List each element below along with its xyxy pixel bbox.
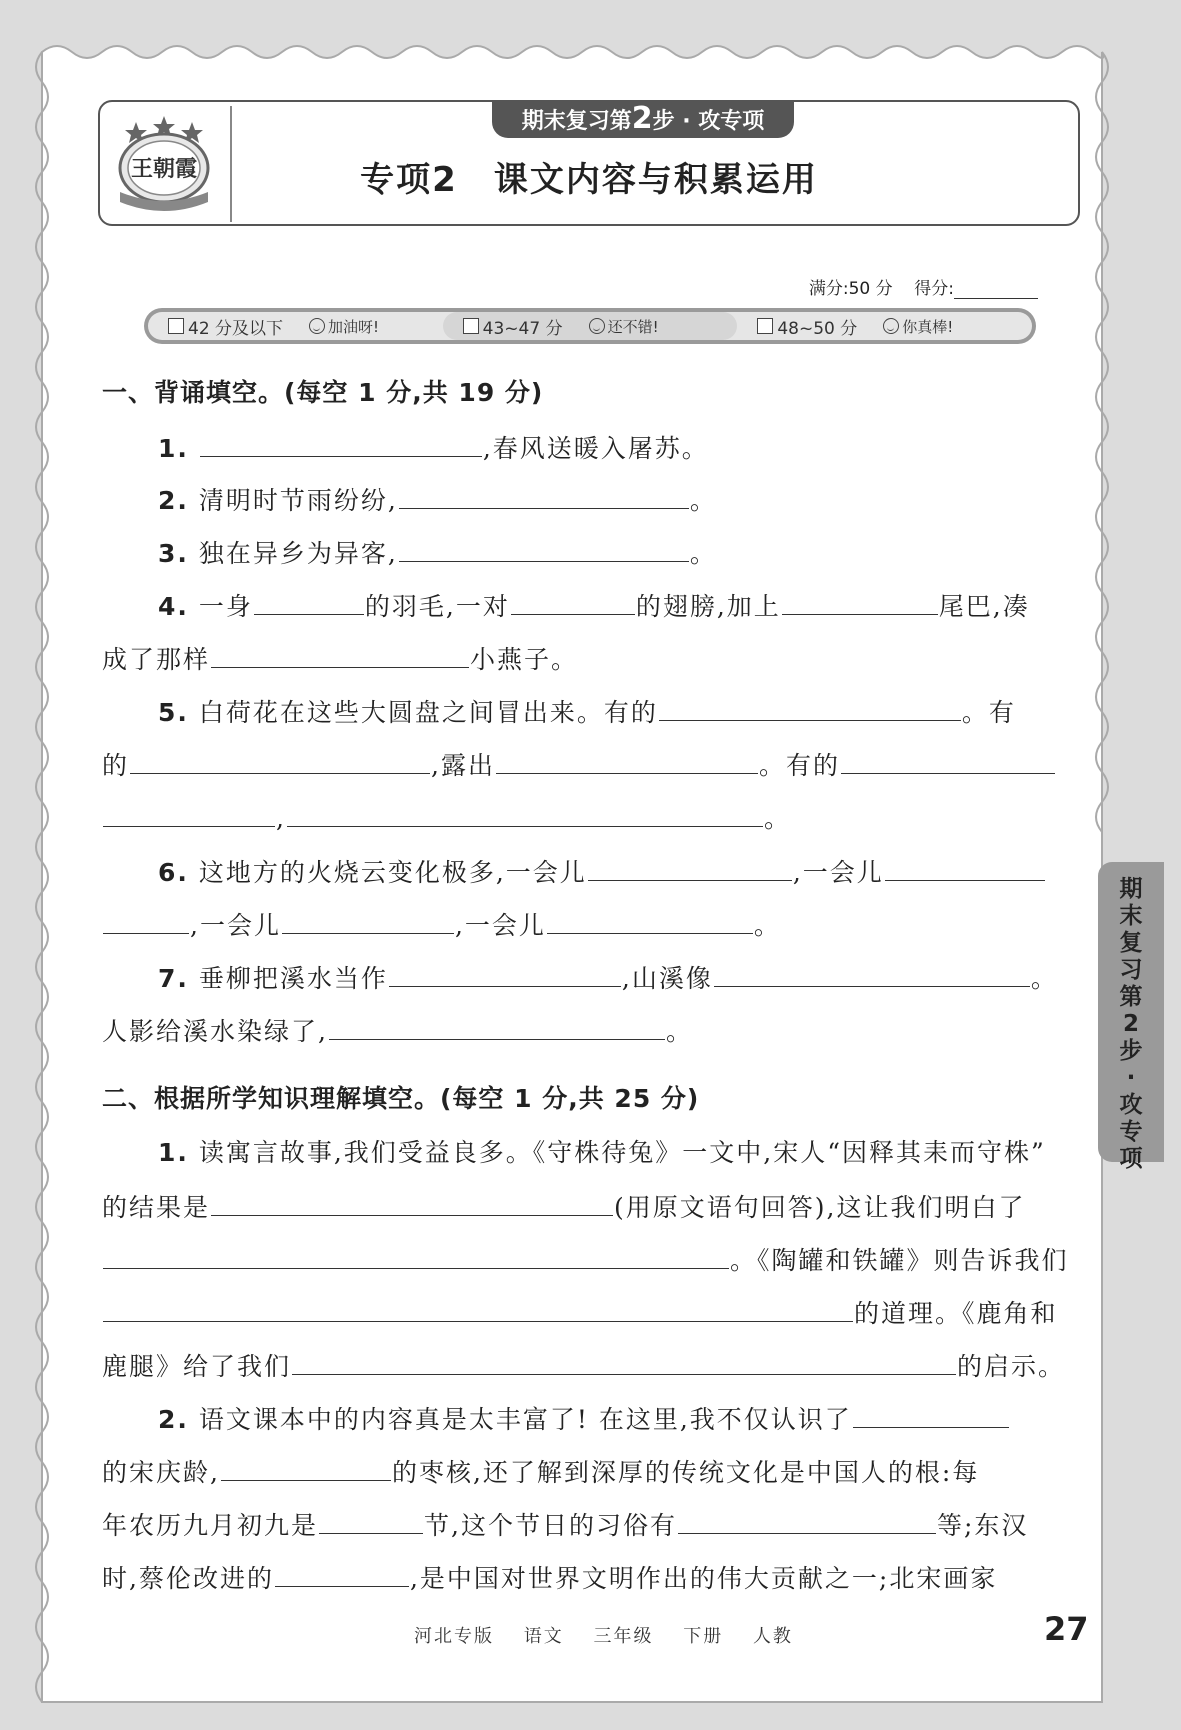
- question-7-cont: 人影给溪水染绿了, 。: [102, 1013, 1080, 1049]
- answer-blank[interactable]: [714, 960, 1030, 987]
- grade-bar: [144, 308, 1036, 344]
- question-1: 1. ,春风送暖入屠苏。: [102, 430, 1136, 466]
- question-2-2-cont2: 年农历九月初九是 节,这个节日的习俗有 等;东汉: [102, 1507, 1080, 1543]
- question-5: 5. 白荷花在这些大圆盘之间冒出来。有的 。有: [102, 694, 1136, 730]
- question-2-2: 2. 语文课本中的内容真是太丰富了! 在这里,我不仅认识了: [102, 1401, 1136, 1437]
- question-5-cont2: , 。: [102, 800, 1080, 836]
- section1-title: 一、背诵填空。(每空 1 分,共 19 分): [102, 378, 544, 407]
- question-2-2-cont3: 时,蔡伦改进的 ,是中国对世界文明作出的伟大贡献之一;北宋画家: [102, 1560, 1080, 1596]
- answer-blank[interactable]: [547, 907, 753, 934]
- answer-blank[interactable]: [211, 1189, 613, 1216]
- checkbox[interactable]: [463, 318, 479, 334]
- answer-blank[interactable]: [659, 694, 961, 721]
- grade-option-high: 48~50 分 你真棒!: [737, 312, 1032, 340]
- answer-blank[interactable]: [885, 854, 1045, 881]
- checkbox[interactable]: [757, 318, 773, 334]
- grade-option-mid: 43~47 分 还不错!: [443, 312, 738, 340]
- answer-blank[interactable]: [678, 1507, 936, 1534]
- side-tab: 期末复习第2步·攻专项: [1098, 862, 1164, 1162]
- answer-blank[interactable]: [588, 854, 792, 881]
- question-2-1-cont3: 的道理。《鹿角和: [102, 1295, 1080, 1331]
- question-2-1-deer-line: 鹿腿》给了我们 的启示。: [102, 1348, 1080, 1384]
- page-title: 专项2 课文内容与积累运用: [360, 160, 818, 200]
- score-line: [809, 274, 1038, 299]
- answer-blank[interactable]: [399, 535, 689, 562]
- answer-blank[interactable]: [389, 960, 621, 987]
- answer-blank[interactable]: [841, 747, 1055, 774]
- answer-blank[interactable]: [329, 1013, 665, 1040]
- question-6: 6. 这地方的火烧云变化极多,一会儿 ,一会儿: [102, 854, 1136, 890]
- question-2: 2. 清明时节雨纷纷, 。: [102, 482, 1136, 518]
- smiley-icon: [589, 318, 605, 334]
- grade-option-low: 42 分及以下 加油呀!: [148, 312, 443, 340]
- step-tab: 期末复习第2步 · 攻专项: [492, 100, 794, 138]
- question-4-cont: 成了那样 小燕子。: [102, 641, 1080, 677]
- answer-blank[interactable]: [200, 430, 482, 457]
- question-4: 4. 一身 的羽毛,一对 的翅膀,加上 尾巴,凑: [102, 588, 1136, 624]
- question-2-2-cont: 的宋庆龄, 的枣核,还了解到深厚的传统文化是中国人的根:每: [102, 1454, 1080, 1490]
- question-2-1: 1. 读寓言故事,我们受益良多。《守株待兔》一文中,宋人“因释其耒而守株”: [158, 1138, 1046, 1167]
- answer-blank[interactable]: [103, 1242, 729, 1269]
- question-5-cont: 的 ,露出 。有的: [102, 747, 1080, 783]
- page-number: 27: [1044, 1610, 1089, 1648]
- answer-blank[interactable]: [211, 641, 469, 668]
- section2-title: 二、根据所学知识理解填空。(每空 1 分,共 25 分): [102, 1084, 700, 1113]
- answer-blank[interactable]: [103, 1295, 853, 1322]
- question-2-1-cont2: 。《陶罐和铁罐》则告诉我们: [102, 1242, 1080, 1278]
- question-7: 7. 垂柳把溪水当作 ,山溪像 。: [102, 960, 1136, 996]
- answer-blank[interactable]: [511, 588, 635, 615]
- score-label: 得分:: [914, 279, 954, 299]
- header-box: [98, 100, 1080, 226]
- smiley-icon: [309, 318, 325, 334]
- question-3: 3. 独在异乡为异客, 。: [102, 535, 1136, 571]
- question-2-1-cont: 的结果是 (用原文语句回答),这让我们明白了: [102, 1189, 1080, 1225]
- answer-blank[interactable]: [275, 1560, 409, 1587]
- checkbox[interactable]: [168, 318, 184, 334]
- score-blank[interactable]: [954, 298, 1038, 299]
- svg-text:王朝霞: 王朝霞: [130, 156, 198, 182]
- answer-blank[interactable]: [399, 482, 689, 509]
- answer-blank[interactable]: [319, 1507, 423, 1534]
- smiley-icon: [883, 318, 899, 334]
- answer-blank[interactable]: [103, 800, 275, 827]
- answer-blank[interactable]: [287, 800, 763, 827]
- answer-blank[interactable]: [103, 907, 189, 934]
- answer-blank[interactable]: [496, 747, 758, 774]
- full-score: 满分:50 分: [808, 279, 893, 299]
- answer-blank[interactable]: [221, 1454, 391, 1481]
- answer-blank[interactable]: [853, 1401, 1009, 1428]
- answer-blank[interactable]: [130, 747, 430, 774]
- answer-blank[interactable]: [292, 1348, 956, 1375]
- footer: 河北专版 语文 三年级 下册 人教: [414, 1626, 793, 1647]
- question-6-cont: ,一会儿 ,一会儿 。: [102, 907, 1080, 943]
- answer-blank[interactable]: [254, 588, 364, 615]
- answer-blank[interactable]: [782, 588, 938, 615]
- answer-blank[interactable]: [282, 907, 454, 934]
